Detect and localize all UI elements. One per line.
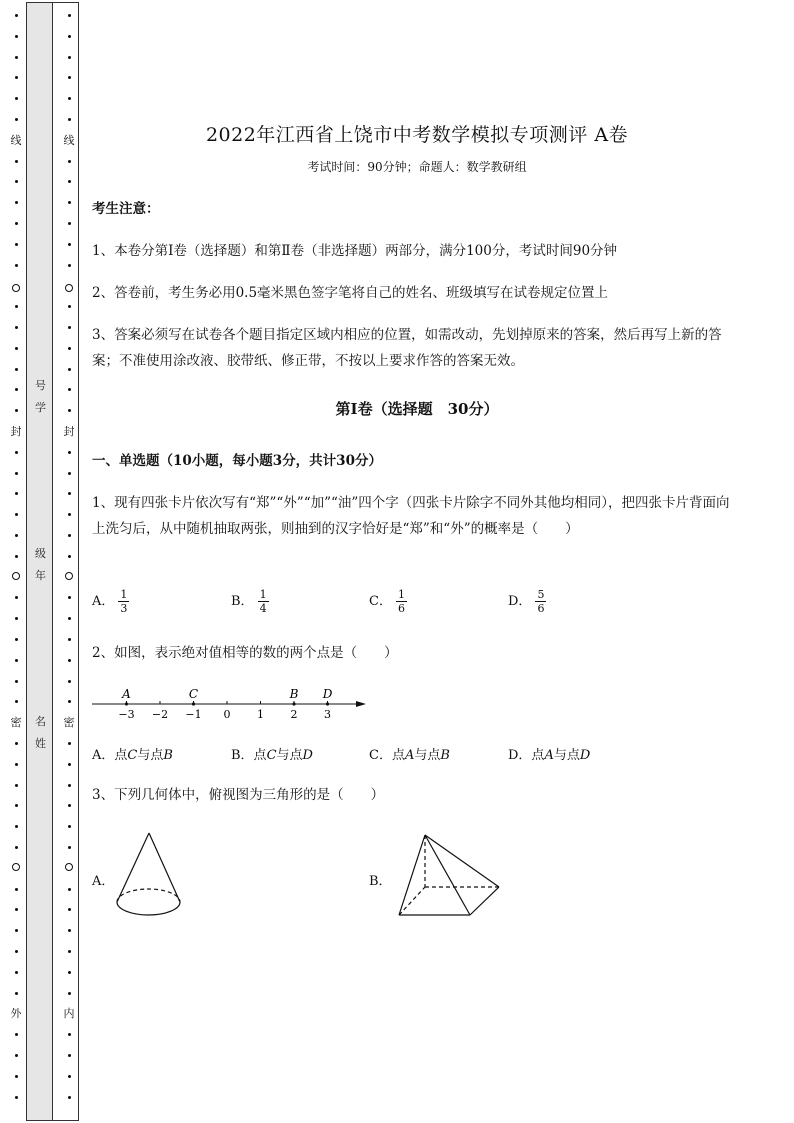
cut-dot	[15, 222, 18, 225]
cut-dot	[68, 992, 71, 995]
cut-dot	[15, 1075, 18, 1078]
q1-option-b-fraction: $\frac{1}{4}$	[259, 588, 267, 615]
cut-dot	[68, 1033, 71, 1036]
inner-mark-feng: 封	[63, 425, 75, 438]
cut-dot	[68, 700, 71, 703]
inner-mark-nei: 内	[63, 1007, 75, 1020]
cut-dot	[68, 659, 71, 662]
cut-dot	[68, 305, 71, 308]
cut-dot	[68, 97, 71, 100]
number-line-tick-label: 2	[290, 708, 298, 721]
cut-dot	[15, 888, 18, 891]
number-line-tick-label: −2	[151, 708, 169, 721]
number-line-point	[326, 702, 329, 705]
cut-dot	[68, 534, 71, 537]
strip-label-ming: 名	[35, 715, 46, 728]
cut-dot	[68, 825, 71, 828]
cut-dot	[68, 56, 71, 59]
q3-option-a-label[interactable]: A．	[92, 874, 115, 889]
cut-dot	[15, 451, 18, 454]
q2-option-c[interactable]: C．点A与点B	[369, 748, 450, 763]
part-heading: 一、单选题（10小题，每小题3分，共计30分）	[92, 453, 382, 469]
cut-dot	[15, 347, 18, 350]
q1-option-c-fraction: $\frac{1}{6}$	[397, 588, 405, 615]
cut-dot	[15, 534, 18, 537]
inner-mark-mi: 密	[63, 716, 75, 729]
question-2-text: 2、如图，表示绝对值相等的数的两个点是（ ）	[92, 645, 398, 661]
outer-mark-mi: 密	[10, 716, 22, 729]
q1-option-a[interactable]	[92, 588, 129, 615]
cut-dot	[15, 388, 18, 391]
cut-circle	[65, 284, 73, 292]
pyramid-figure	[390, 830, 508, 920]
cut-dot	[15, 180, 18, 183]
binding-strip	[26, 2, 53, 1121]
cut-dot	[68, 555, 71, 558]
cut-dot	[68, 763, 71, 766]
section-title: 第I卷（选择题 30分）	[335, 400, 499, 418]
cut-dot	[15, 472, 18, 475]
number-line-figure	[90, 684, 380, 726]
number-line-point-label: A	[122, 687, 131, 701]
q2-option-a[interactable]: A．点C与点B	[92, 748, 173, 763]
cut-dot	[68, 201, 71, 204]
cut-dot	[68, 908, 71, 911]
cut-dot	[68, 846, 71, 849]
inner-frame-bottom	[53, 1120, 78, 1121]
cut-dot	[15, 14, 18, 17]
cut-dot	[68, 243, 71, 246]
cut-dot	[15, 1033, 18, 1036]
cut-dot	[15, 846, 18, 849]
cut-dot	[68, 680, 71, 683]
outer-mark-xian: 线	[10, 134, 22, 147]
q2-option-b[interactable]: B．点C与点D	[231, 748, 313, 763]
cut-dot	[15, 804, 18, 807]
cut-dot	[15, 950, 18, 953]
exam-subtitle: 考试时间：90分钟；命题人：数学教研组	[307, 160, 527, 174]
number-line-tick-label: −1	[185, 708, 202, 721]
cut-dot	[68, 347, 71, 350]
cut-dot	[15, 56, 18, 59]
cut-dot	[15, 97, 18, 100]
cut-dot	[15, 659, 18, 662]
cut-dot	[15, 201, 18, 204]
cut-dot	[15, 908, 18, 911]
q3-option-b-label[interactable]: B．	[369, 874, 392, 889]
cut-dot	[15, 929, 18, 932]
cut-dot	[68, 929, 71, 932]
number-line-point-label: C	[188, 687, 199, 701]
q1-option-d[interactable]	[508, 588, 546, 615]
cut-dot	[68, 76, 71, 79]
cut-dot	[68, 971, 71, 974]
cut-dot	[15, 825, 18, 828]
q1-option-a-fraction: $\frac{1}{3}$	[120, 588, 128, 615]
cut-dot	[15, 555, 18, 558]
cut-dot	[68, 1075, 71, 1078]
cut-dot	[15, 326, 18, 329]
cut-dot	[68, 742, 71, 745]
cut-dot	[68, 14, 71, 17]
outer-mark-wai: 外	[10, 1007, 22, 1020]
cut-dot	[15, 368, 18, 371]
number-line-point-label: B	[289, 687, 299, 701]
cone-figure	[110, 830, 190, 922]
notice-item-3: 3、答案必须写在试卷各个题目指定区域内相应的位置，如需改动，先划掉原来的答案，然后再写上新的答案；不准使用涂改液、胶带纸、修正带，不按以上要求作答的答案无效。	[92, 327, 722, 369]
number-line-point	[125, 702, 128, 705]
cut-dot	[15, 1054, 18, 1057]
cut-dot	[15, 763, 18, 766]
q1-option-a-label: A．	[92, 594, 115, 609]
cut-dot	[15, 784, 18, 787]
cut-dot	[68, 784, 71, 787]
inner-mark-xian: 线	[63, 134, 75, 147]
number-line-arrow	[356, 701, 366, 707]
cut-dot	[68, 180, 71, 183]
cut-dot	[68, 222, 71, 225]
strip-label-hao: 号	[35, 379, 46, 392]
cut-dot	[68, 638, 71, 641]
cut-dot	[15, 492, 18, 495]
cut-dot	[15, 160, 18, 163]
cut-dot	[15, 742, 18, 745]
cut-dot	[15, 76, 18, 79]
number-line-tick-label: 1	[257, 708, 264, 721]
number-line-tick-label: 3	[324, 708, 331, 721]
notice-heading: 考生注意：	[92, 201, 160, 217]
cut-dot	[15, 409, 18, 412]
cut-dot	[15, 638, 18, 641]
q1-option-c[interactable]	[369, 588, 407, 615]
cut-dot	[68, 264, 71, 267]
cut-circle	[12, 863, 20, 871]
cut-dot	[15, 617, 18, 620]
cut-dot	[68, 950, 71, 953]
strip-label-nian: 年	[35, 569, 46, 582]
cut-dot	[15, 596, 18, 599]
cut-dot	[68, 1054, 71, 1057]
strip-label-xue: 学	[35, 401, 46, 414]
number-line-tick-label: −3	[118, 708, 135, 721]
cut-dot	[68, 160, 71, 163]
cut-dot	[15, 118, 18, 121]
cut-dot	[68, 596, 71, 599]
cut-dot	[68, 326, 71, 329]
cut-dot	[15, 243, 18, 246]
cut-dot	[68, 388, 71, 391]
cut-dot	[68, 472, 71, 475]
q1-option-d-fraction: $\frac{5}{6}$	[537, 588, 545, 615]
cut-dot	[68, 35, 71, 38]
number-line-point	[192, 702, 195, 705]
cut-dot	[15, 35, 18, 38]
q2-option-d[interactable]: D．点A与点D	[508, 748, 591, 763]
cut-dot	[15, 992, 18, 995]
q1-option-b[interactable]	[231, 588, 269, 615]
cut-dot	[68, 451, 71, 454]
cut-dot	[15, 1096, 18, 1099]
cut-dot	[15, 264, 18, 267]
cut-dot	[15, 971, 18, 974]
inner-frame-top	[53, 2, 78, 3]
cut-dot	[68, 888, 71, 891]
cut-dot	[68, 492, 71, 495]
strip-label-ji: 级	[35, 547, 46, 560]
question-1-text: 1、现有四张卡片依次写有“郑”“外”“加”“油”四个字（四张卡片除字不同外其他均相同），把四张卡片背面向上洗匀后，从中随机抽取两张，则抽到的汉字恰好是“郑”和“外”的概率是（ ）	[92, 495, 730, 537]
cut-circle	[65, 863, 73, 871]
cut-dot	[68, 617, 71, 620]
cut-dot	[15, 305, 18, 308]
outer-mark-feng: 封	[10, 425, 22, 438]
cut-dot	[68, 409, 71, 412]
cut-dot	[68, 804, 71, 807]
inner-frame-line	[78, 2, 79, 1121]
number-line-tick-label: 0	[223, 708, 231, 721]
q1-option-c-label: C．	[369, 594, 392, 609]
exam-title: 2022年江西省上饶市中考数学模拟专项测评 A卷	[205, 124, 629, 146]
cut-dot	[68, 368, 71, 371]
q1-option-d-label: D．	[508, 594, 532, 609]
strip-label-xing: 姓	[35, 737, 46, 750]
cut-dot	[68, 1096, 71, 1099]
q1-option-b-label: B．	[231, 594, 254, 609]
cut-dot	[15, 680, 18, 683]
notice-item-2: 2、答卷前，考生务必用0.5毫米黑色签字笔将自己的姓名、班级填写在试卷规定位置上	[92, 285, 609, 301]
notice-item-1: 1、本卷分第I卷（选择题）和第Ⅱ卷（非选择题）两部分，满分100分，考试时间90分钟	[92, 243, 618, 259]
number-line-point-label: D	[322, 687, 333, 701]
cut-circle	[12, 572, 20, 580]
cut-dot	[68, 513, 71, 516]
cut-dot	[15, 513, 18, 516]
number-line-point	[292, 702, 295, 705]
cut-circle	[12, 284, 20, 292]
cut-dot	[15, 700, 18, 703]
cut-dot	[68, 118, 71, 121]
cut-circle	[65, 572, 73, 580]
question-3-text: 3、下列几何体中，俯视图为三角形的是（ ）	[92, 787, 385, 803]
